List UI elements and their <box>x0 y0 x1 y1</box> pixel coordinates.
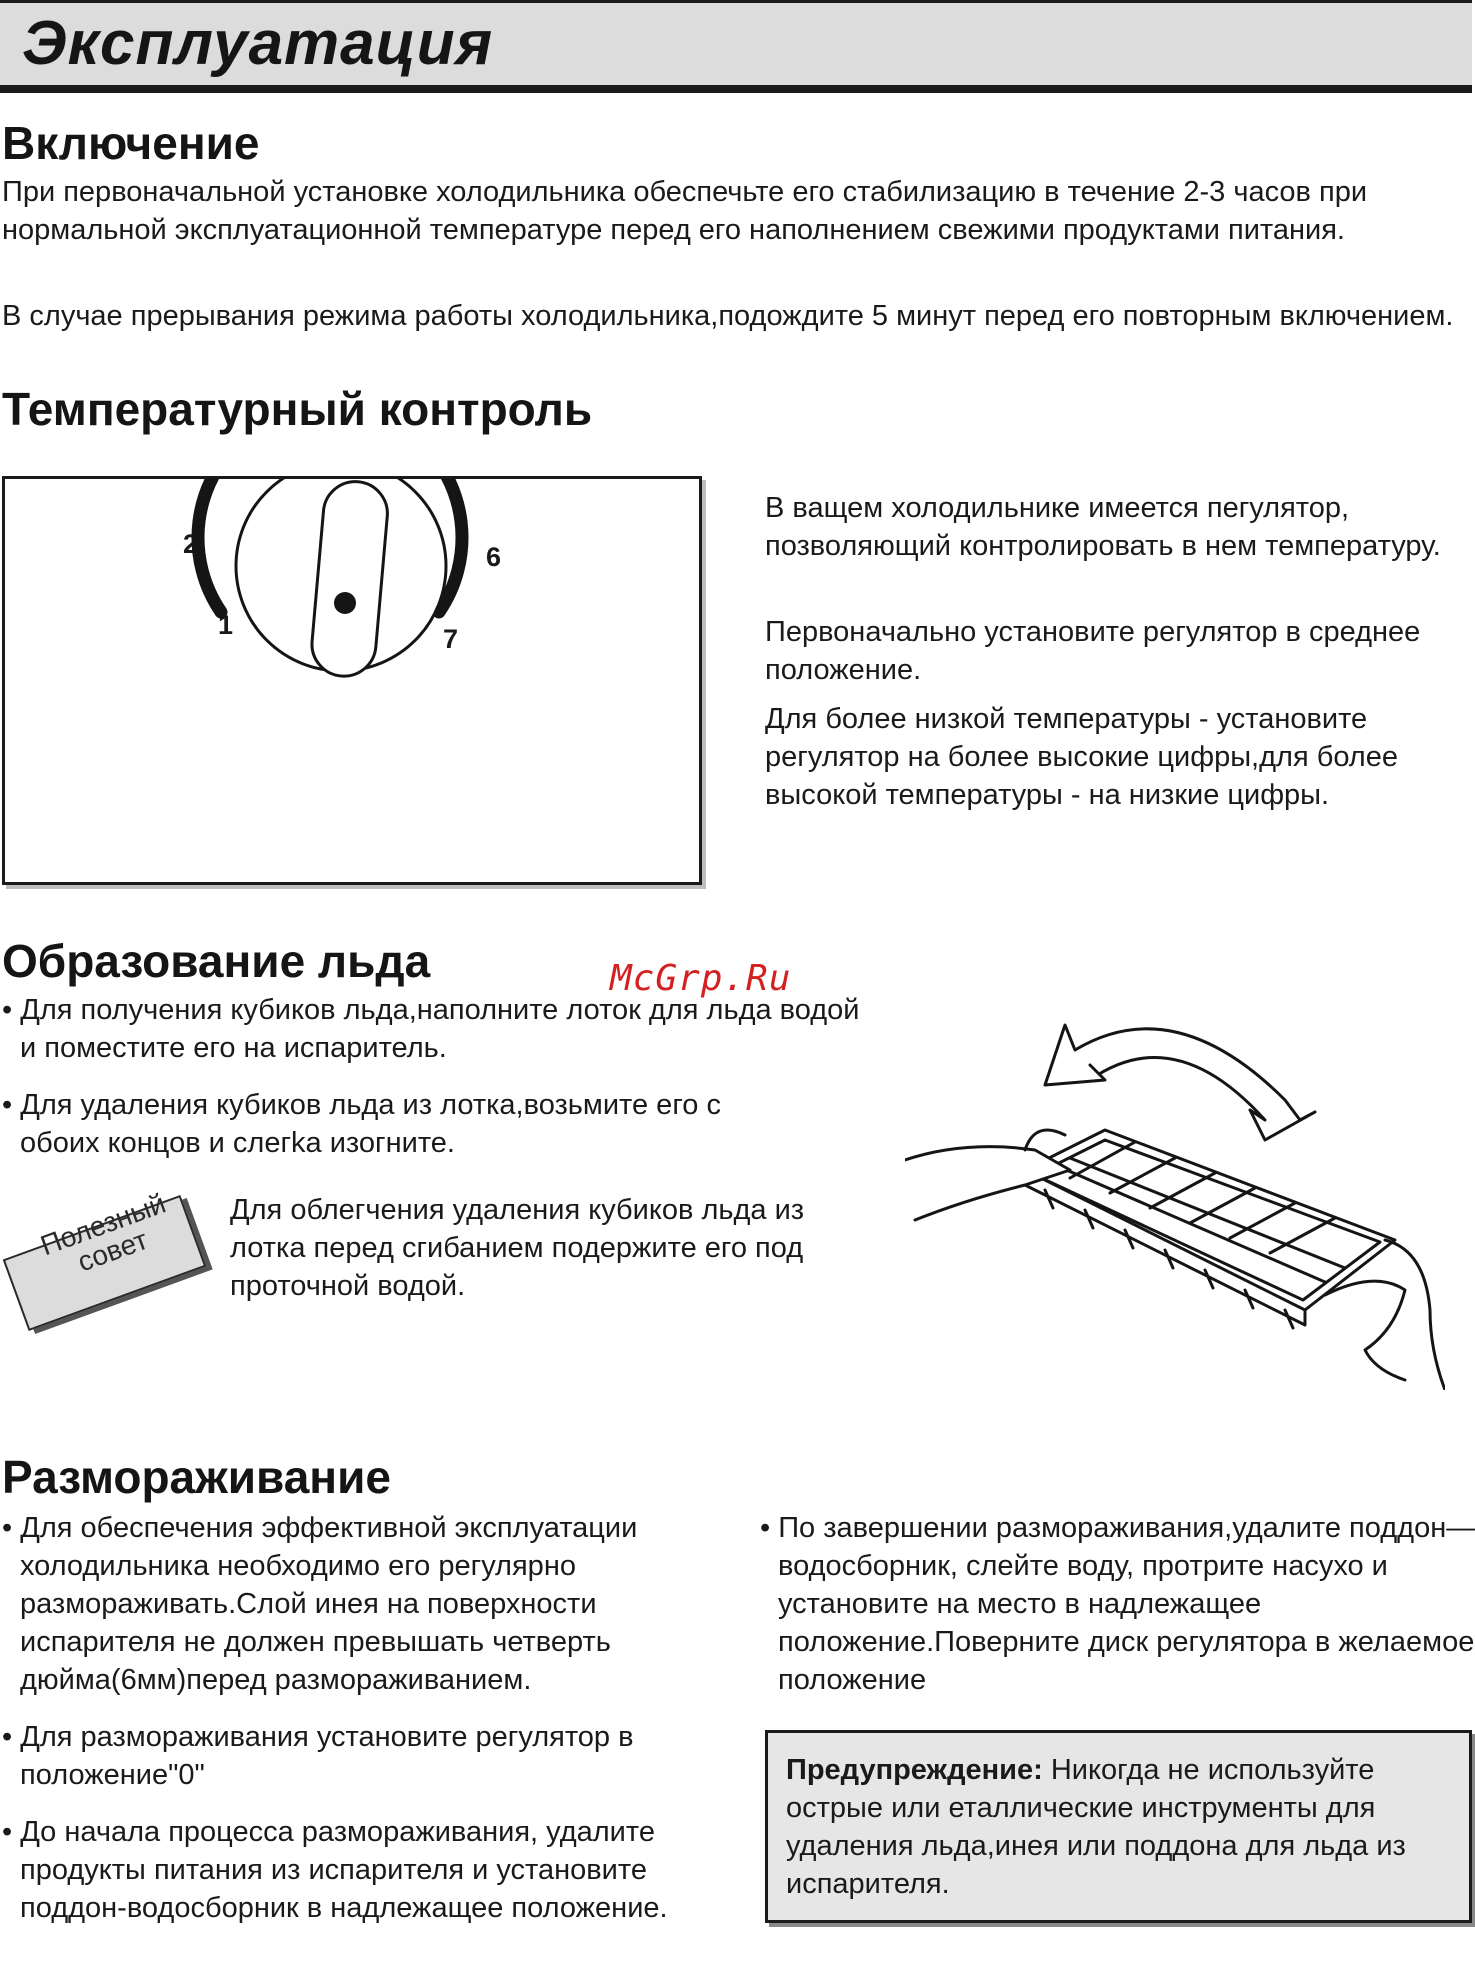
warning-paragraph <box>768 1733 1469 1903</box>
warning-box <box>765 1730 1472 1923</box>
ice-bullet-2: • Для удаления кубиков льда из лотка,возьмите его с обоих концов и слегka изогните. <box>2 1089 721 1159</box>
dial-number-5 <box>455 479 470 480</box>
switch-on-paragraph-2: В случае прерывания режима работы холодильника,подождите 5 минут перед его повторным включением. <box>2 300 1454 332</box>
thermostat-dial-illustration <box>5 479 699 882</box>
temperature-paragraph-3: Для более низкой температуры - установите регулятор на более высокие цифры,для более высокой температуры - на низкие цифры. <box>765 703 1398 811</box>
temperature-paragraph-2: Первоначально установите регулятор в среднее положение. <box>765 616 1421 686</box>
temperature-heading: Температурный контроль <box>2 383 593 435</box>
defrost-bullet-3: • До начала процесса размораживания, удалите продукты питания из испарителя и установите поддон-водосборник в надлежащее положение. <box>2 1816 668 1924</box>
warning-label: Предупреждение: <box>786 1754 1043 1786</box>
bend-arrow-icon <box>1075 1029 1315 1140</box>
useful-tip-label: Полезный совет <box>36 1187 170 1278</box>
temperature-paragraph-1: В ващем холодильнике имеется пегулятор, позволяющий контролировать в нем температуру. <box>765 492 1441 562</box>
defrost-bullet-4: • По завершении размораживания,удалите поддон—водосборник, слейте воду, протрите насухо и установите на место в надлежащее положение.Поверните диск регулятора в желаемое положение <box>760 1512 1475 1696</box>
switch-on-heading: Включение <box>2 117 260 169</box>
dial-indicator-dot <box>334 592 356 614</box>
defrost-heading: Размораживание <box>2 1451 391 1503</box>
ice-tray-illustration <box>905 1010 1445 1390</box>
ice-bullet-1: • Для получения кубиков льда,наполните лоток для льда водой и поместите его на испаритель. <box>2 994 860 1064</box>
dial-number-2: 2 <box>183 529 199 559</box>
defrost-bullet-1: • Для обеспечения эффективной эксплуатации холодильника необходимо его регулярно размораживать.Слой инея на поверхности испарителя не должен превышать четверть дюйма(6мм)перед размораживанием. <box>2 1512 638 1696</box>
dial-number-7: 7 <box>443 624 459 654</box>
watermark: McGrp.Ru <box>610 958 792 999</box>
switch-on-paragraph-1: При первоначальной установке холодильника обеспечьте его стабилизацию в течение 2-3 часов при нормальной эксплуатационной температуре перед его наполнением свежими продуктами питания. <box>2 176 1368 246</box>
left-hand-icon <box>905 1147 1070 1220</box>
useful-tip-text: Для облегчения удаления кубиков льда из лотка перед сгибанием подержите его под проточной водой. <box>230 1194 805 1302</box>
warning-text: Никогда не используйте острые или еталлические инструменты для удаления льда,инея или поддона для льда из испарителя. <box>786 1754 1406 1900</box>
page-title: Эксплуатация <box>22 9 494 78</box>
ice-heading: Образование льда <box>2 935 431 987</box>
defrost-bullet-2: • Для размораживания установите регулятор в положение"0" <box>2 1721 634 1791</box>
dial-number-6: 6 <box>486 542 502 572</box>
dial-figure-frame <box>2 476 702 885</box>
dial-number-1: 1 <box>218 610 234 640</box>
right-hand-icon <box>1385 1240 1445 1390</box>
